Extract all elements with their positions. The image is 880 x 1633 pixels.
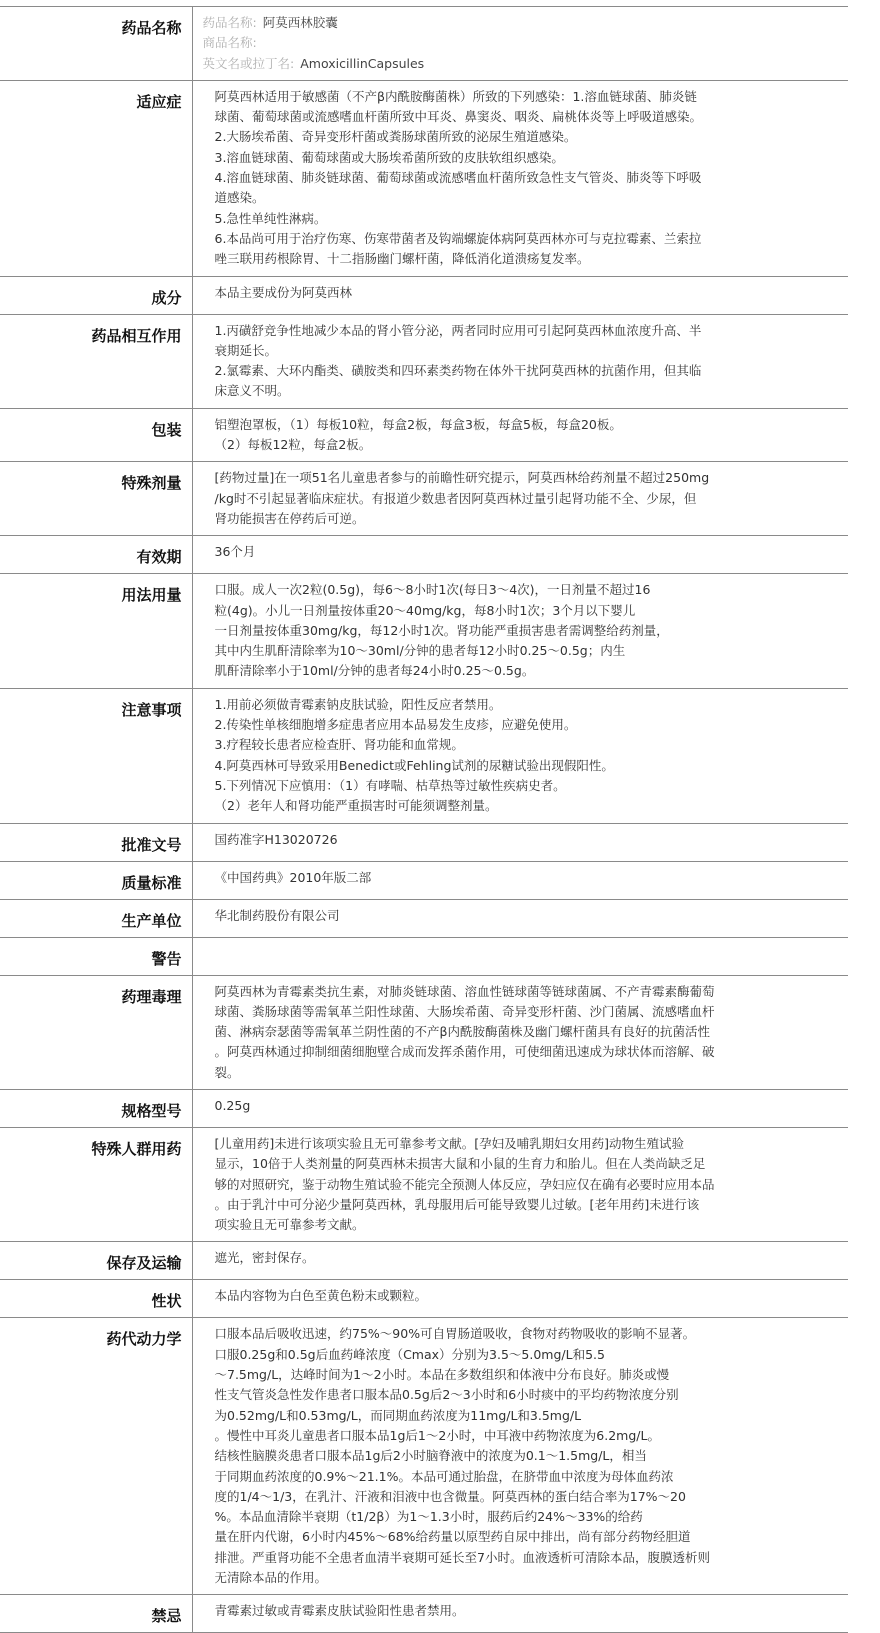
row-label: 特殊剂量 — [0, 462, 192, 536]
text-line: 显示，10倍于人类剂量的阿莫西林未损害大鼠和小鼠的生育力和胎儿。但在人类尚缺乏足 — [214, 1156, 706, 1172]
row-value — [192, 574, 848, 688]
text-line: 于同期血药浓度的0.9%～21.1%。本品可通过胎盘，在脐带血中浓度为母体血药浓 — [214, 1468, 674, 1484]
text-line: 口服本品后吸收迅速，约75%～90%可自胃肠道吸收，食物对药物吸收的影响不显著。 — [214, 1326, 696, 1342]
text-line: 。慢性中耳炎儿童患者口服本品1g后1～2小时，中耳液中药物浓度为6.2mg/L。 — [214, 1427, 660, 1443]
text-line: 华北制药股份有限公司 — [214, 907, 340, 923]
text-line: 36个月 — [214, 544, 256, 560]
text-line: 2.氯霉素、大环内酯类、磺胺类和四环素类药物在体外干扰阿莫西林的抗菌作用，但其临 — [214, 363, 702, 379]
text-line: （2）老年人和肾功能严重损害时可能须调整剂量。 — [214, 798, 498, 814]
text-line: 《中国药典》2010年版二部 — [214, 869, 372, 885]
text-line: [药物过量]在一项51名儿童患者参与的前瞻性研究提示，阿莫西林给药剂量不超过250mg — [214, 470, 710, 486]
info-row — [0, 1280, 848, 1318]
info-row — [0, 276, 848, 314]
row-label: 适应症 — [0, 80, 192, 276]
row-label: 有效期 — [0, 536, 192, 574]
info-row — [0, 1595, 848, 1633]
row-label: 药品相互作用 — [0, 314, 192, 408]
row-label: 规格型号 — [0, 1089, 192, 1127]
info-row — [0, 462, 848, 536]
text-line: 为0.52mg/L和0.53mg/L，而同期血药浓度为11mg/L和3.5mg/L — [214, 1407, 582, 1423]
text-line: 唑三联用药根除胃、十二指肠幽门螺杆菌，降低消化道溃疡复发率。 — [214, 251, 590, 267]
row-label: 批准文号 — [0, 823, 192, 861]
text-line: 遮光，密封保存。 — [214, 1250, 315, 1266]
text-line: 阿莫西林为青霉素类抗生素，对肺炎链球菌、溶血性链球菌等链球菌属、不产青霉素酶葡萄 — [214, 983, 715, 999]
text-line: 铝塑泡罩板，（1）每板10粒，每盒2板，每盒3板，每盒5板，每盒20板。 — [214, 416, 622, 432]
text-line: %。本品血清除半衰期（t1/2β）为1～1.3小时，服药后约24%～33%的给药 — [214, 1509, 643, 1525]
row-value — [192, 688, 848, 823]
text-line: 3.疗程较长患者应检查肝、肾功能和血常规。 — [214, 737, 464, 753]
text-line: 阿莫西林适用于敏感菌（不产β内酰胺酶菌株）所致的下列感染：1.溶血链球菌、肺炎链 — [214, 88, 697, 104]
text-line: 。阿莫西林通过抑制细菌细胞壁合成而发挥杀菌作用，可使细菌迅速成为球状体而溶解、破 — [214, 1044, 715, 1060]
row-label: 药理毒理 — [0, 975, 192, 1089]
english-name-value: AmoxicillinCapsules — [300, 55, 425, 71]
row-value — [192, 1089, 848, 1127]
text-line: 粒(4g)。小儿一日剂量按体重20～40mg/kg，每8小时1次；3个月以下婴儿 — [214, 602, 636, 618]
info-row — [0, 823, 848, 861]
text-line: 项实验且无可靠参考文献。 — [214, 1217, 365, 1233]
text-line: [儿童用药]未进行该项实验且无可靠参考文献。[孕妇及哺乳期妇女用药]动物生殖试验 — [214, 1135, 685, 1151]
trade-name-label: 商品名称: — [202, 35, 257, 51]
row-value — [192, 1242, 848, 1280]
text-line: 其中内生肌酐清除率为10～30ml/分钟的患者每12小时0.25～0.5g；内生 — [214, 643, 626, 659]
text-line: ～7.5mg/L，达峰时间为1～2小时。本品在多数组织和体液中分布良好。肺炎或慢 — [214, 1367, 670, 1383]
info-row — [0, 1127, 848, 1241]
text-line: 5.下列情况下应慎用：（1）有哮喘、枯草热等过敏性疾病史者。 — [214, 777, 566, 793]
generic-name-label: 药品名称: — [202, 15, 257, 30]
info-row — [0, 899, 848, 937]
row-value — [192, 80, 848, 276]
text-line: /kg时不引起显著临床症状。有报道少数患者因阿莫西林过量引起肾功能不全、少尿，但 — [214, 490, 697, 506]
text-line: 5.急性单纯性淋病。 — [214, 210, 327, 226]
info-row — [0, 7, 848, 81]
text-line: 口服。成人一次2粒(0.5g)，每6～8小时1次(每日3～4次)，一日剂量不超过16 — [214, 582, 651, 598]
text-line: 1.丙磺舒竞争性地减少本品的肾小管分泌，两者同时应用可引起阿莫西林血浓度升高、半 — [214, 322, 702, 338]
english-name-line — [203, 54, 841, 74]
row-value — [192, 7, 848, 81]
text-line: 4.阿莫西林可导致采用Benedict或Fehling试剂的尿糖试验出现假阳性。 — [214, 757, 614, 773]
info-row — [0, 861, 848, 899]
row-value — [192, 1318, 848, 1595]
info-row — [0, 574, 848, 688]
row-label: 警告 — [0, 937, 192, 975]
text-line: 4.溶血链球菌、肺炎链球菌、葡萄球菌或流感嗜血杆菌所致急性支气管炎、肺炎等下呼吸 — [214, 170, 702, 186]
row-label: 禁忌 — [0, 1595, 192, 1633]
text-line: 量在肝内代谢，6小时内45%～68%给药量以原型药自尿中排出，尚有部分药物经胆道 — [214, 1529, 691, 1545]
row-value — [192, 314, 848, 408]
text-line: 青霉素过敏或青霉素皮肤试验阳性患者禁用。 — [214, 1603, 465, 1619]
info-row — [0, 1089, 848, 1127]
text-line: 0.25g — [214, 1097, 251, 1113]
info-row — [0, 408, 848, 462]
row-label: 注意事项 — [0, 688, 192, 823]
info-row — [0, 80, 848, 276]
row-value — [192, 536, 848, 574]
info-row — [0, 314, 848, 408]
text-line: 本品主要成份为阿莫西林 — [214, 284, 353, 300]
row-value — [192, 1280, 848, 1318]
text-line: 性支气管炎急性发作患者口服本品0.5g后2～3小时和6小时痰中的平均药物浓度分别 — [214, 1387, 679, 1403]
text-line: 1.用前必须做青霉素钠皮肤试验，阳性反应者禁用。 — [214, 696, 502, 712]
row-value — [192, 823, 848, 861]
info-row — [0, 536, 848, 574]
text-line: 度的1/4～1/3，在乳汁、汗液和泪液中也含微量。阿莫西林的蛋白结合率为17%～20 — [214, 1488, 686, 1504]
row-value — [192, 408, 848, 462]
text-line: 菌、淋病奈瑟菌等需氧革兰阴性菌的不产β内酰胺酶菌株及幽门螺杆菌具有良好的抗菌活性 — [214, 1024, 710, 1040]
row-label: 保存及运输 — [0, 1242, 192, 1280]
info-row — [0, 1242, 848, 1280]
row-label: 特殊人群用药 — [0, 1127, 192, 1241]
text-line: 球菌、粪肠球菌等需氧革兰阳性球菌、大肠埃希菌、奇异变形杆菌、沙门菌属、流感嗜血杆 — [214, 1003, 715, 1019]
row-value — [192, 1127, 848, 1241]
text-line: 6.本品尚可用于治疗伤寒、伤寒带菌者及钩端螺旋体病阿莫西林亦可与克拉霉素、兰索拉 — [214, 230, 702, 246]
text-line: 道感染。 — [214, 190, 265, 206]
trade-name-line — [203, 33, 841, 53]
text-line: 够的对照研究，鉴于动物生殖试验不能完全预测人体反应，孕妇应仅在确有必要时应用本品 — [214, 1176, 715, 1192]
row-label: 用法用量 — [0, 574, 192, 688]
row-label: 质量标准 — [0, 861, 192, 899]
info-row — [0, 937, 848, 975]
text-line: 本品内容物为白色至黄色粉末或颗粒。 — [214, 1288, 428, 1304]
row-value — [192, 462, 848, 536]
text-line: 2.大肠埃希菌、奇异变形杆菌或粪肠球菌所致的泌尿生殖道感染。 — [214, 129, 577, 145]
row-label: 药品名称 — [0, 7, 192, 81]
info-row — [0, 688, 848, 823]
text-line: 国药准字H13020726 — [214, 831, 338, 847]
text-line: 无清除本品的作用。 — [214, 1570, 328, 1586]
row-value — [192, 861, 848, 899]
text-line: 结核性脑膜炎患者口服本品1g后2小时脑脊液中的浓度为0.1～1.5mg/L，相当 — [214, 1448, 647, 1464]
text-line: （2）每板12粒，每盒2板。 — [214, 437, 372, 453]
row-label: 生产单位 — [0, 899, 192, 937]
row-value — [192, 1595, 848, 1633]
text-line: 球菌、葡萄球菌或流感嗜血杆菌所致中耳炎、鼻窦炎、咽炎、扁桃体炎等上呼吸道感染。 — [214, 109, 703, 125]
text-line: 肌酐清除率小于10ml/分钟的患者每24小时0.25～0.5g。 — [214, 663, 535, 679]
text-line: 口服0.25g和0.5g后血药峰浓度（Cmax）分别为3.5～5.0mg/L和5.5 — [214, 1346, 605, 1362]
row-label: 性状 — [0, 1280, 192, 1318]
text-line: 2.传染性单核细胞增多症患者应用本品易发生皮疹，应避免使用。 — [214, 717, 577, 733]
drug-info-table — [0, 6, 848, 1633]
info-row — [0, 1318, 848, 1595]
generic-name-value: 阿莫西林胶囊 — [262, 15, 338, 30]
text-line: 床意义不明。 — [214, 383, 290, 399]
text-line: 衰期延长。 — [214, 342, 278, 358]
text-line: 肾功能损害在停药后可逆。 — [214, 510, 365, 526]
text-line: 排泄。严重肾功能不全患者血清半衰期可延长至7小时。血液透析可清除本品，腹膜透析则 — [214, 1549, 710, 1565]
info-row — [0, 975, 848, 1089]
row-label: 药代动力学 — [0, 1318, 192, 1595]
row-value — [192, 276, 848, 314]
row-label: 成分 — [0, 276, 192, 314]
row-value — [192, 937, 848, 975]
text-line: 3.溶血链球菌、葡萄球菌或大肠埃希菌所致的皮肤软组织感染。 — [214, 149, 564, 165]
generic-name-line — [203, 13, 841, 33]
text-line: 裂。 — [214, 1064, 240, 1080]
row-label: 包装 — [0, 408, 192, 462]
row-value — [192, 899, 848, 937]
english-name-label: 英文名或拉丁名: — [202, 55, 295, 71]
text-line: 。由于乳汁中可分泌少量阿莫西林，乳母服用后可能导致婴儿过敏。[老年用药]未进行该 — [214, 1196, 700, 1212]
row-value — [192, 975, 848, 1089]
text-line: 一日剂量按体重30mg/kg，每12小时1次。肾功能严重损害患者需调整给药剂量， — [214, 622, 669, 638]
